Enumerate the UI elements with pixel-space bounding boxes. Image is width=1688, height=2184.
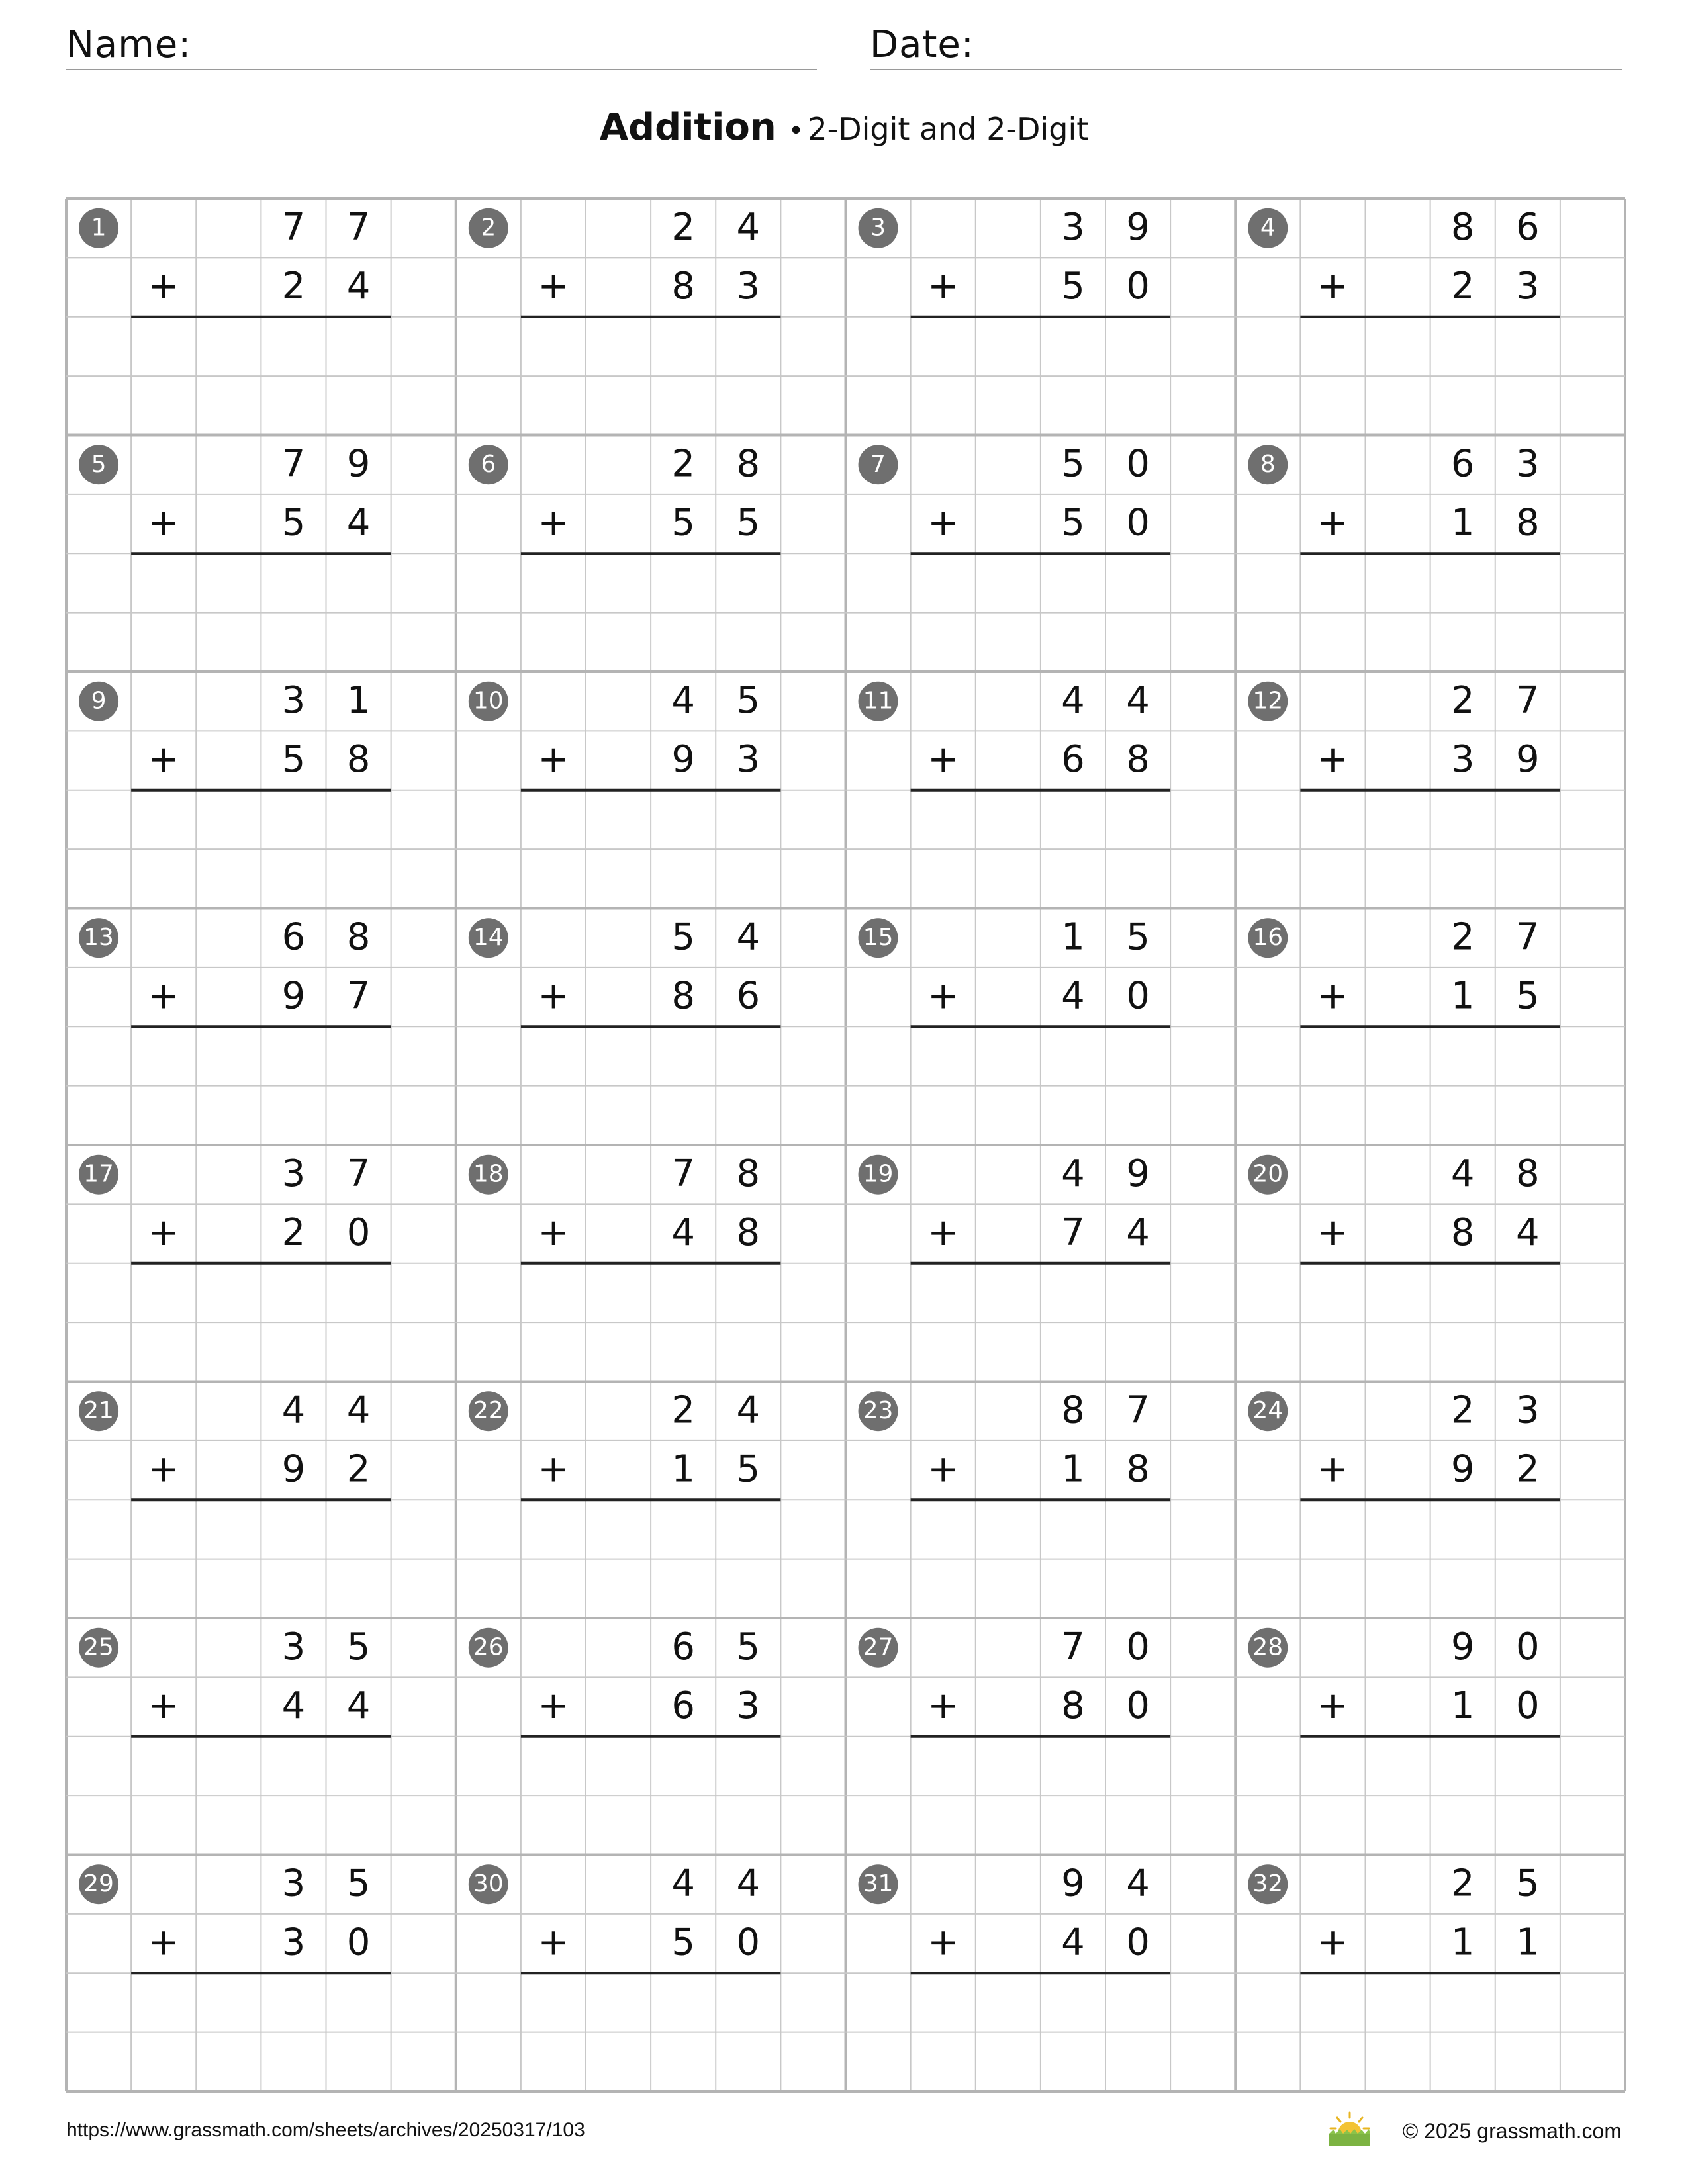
bottom-digit: 4 [346,265,371,308]
problem-number: 4 [1260,214,1276,242]
top-digit: 4 [736,1862,761,1905]
plus-sign: + [1317,265,1348,308]
top-digit: 5 [736,1625,761,1668]
plus-sign: + [148,738,179,782]
top-digit: 6 [281,915,306,959]
top-digit: 9 [1126,1152,1150,1195]
top-digit: 8 [346,915,371,959]
bottom-digit: 6 [1061,738,1085,782]
top-digit: 9 [346,442,371,486]
bottom-digit: 5 [1061,265,1085,308]
bottom-digit: 4 [346,1684,371,1728]
problem-3 [859,206,1171,317]
top-digit: 9 [1450,1625,1475,1668]
bottom-digit: 2 [281,1211,306,1255]
top-digit: 4 [736,915,761,959]
bottom-digit: 8 [1061,1684,1085,1728]
top-digit: 1 [346,678,371,722]
problem-7 [859,442,1171,553]
top-digit: 4 [671,678,696,722]
top-digit: 7 [346,205,371,249]
plus-sign: + [148,265,179,308]
bottom-digit: 5 [1061,501,1085,545]
problem-5 [79,442,391,553]
footer-url[interactable]: https://www.grassmath.com/sheets/archives/20250317/103 [66,2119,585,2141]
top-digit: 4 [671,1862,696,1905]
problem-number: 10 [473,687,504,715]
problem-number: 11 [863,687,894,715]
problem-number: 2 [481,214,496,242]
plus-sign: + [538,265,569,308]
bottom-digit: 4 [281,1684,306,1728]
top-digit: 2 [671,205,696,249]
problem-4 [1248,206,1560,317]
top-digit: 2 [1450,1862,1475,1905]
problem-20 [1248,1152,1560,1263]
problem-29 [79,1862,391,1973]
top-digit: 5 [1126,915,1150,959]
problem-number: 17 [83,1160,114,1188]
top-digit: 8 [1061,1388,1085,1432]
bottom-digit: 0 [1126,265,1150,308]
plus-sign: + [1317,1921,1348,1964]
plus-sign: + [927,1921,959,1964]
bottom-digit: 0 [1126,1684,1150,1728]
title-main: Addition [599,106,776,149]
bottom-digit: 5 [281,501,306,545]
top-digit: 5 [1061,442,1085,486]
plus-sign: + [927,974,959,1018]
top-digit: 4 [736,1388,761,1432]
title-bullet: • [788,116,804,146]
bottom-digit: 0 [1126,1921,1150,1964]
plus-sign: + [927,265,959,308]
top-digit: 6 [671,1625,696,1668]
top-digit: 0 [1126,1625,1150,1668]
problem-14 [469,915,781,1026]
plus-sign: + [1317,738,1348,782]
bottom-digit: 9 [1450,1447,1475,1491]
bottom-digit: 3 [281,1921,306,1964]
plus-sign: + [148,974,179,1018]
problem-24 [1248,1388,1560,1500]
bottom-digit: 1 [1450,1921,1475,1964]
top-digit: 4 [1126,678,1150,722]
top-digit: 3 [1515,1388,1540,1432]
problem-number: 16 [1252,924,1284,952]
plus-sign: + [148,1921,179,1964]
bottom-digit: 0 [346,1211,371,1255]
bottom-digit: 4 [1061,974,1085,1018]
plus-sign: + [148,1211,179,1255]
bottom-digit: 1 [1450,1684,1475,1728]
plus-sign: + [148,1447,179,1491]
top-digit: 5 [346,1625,371,1668]
top-digit: 2 [1450,915,1475,959]
top-digit: 9 [1126,205,1150,249]
bottom-digit: 2 [281,265,306,308]
plus-sign: + [538,501,569,545]
bottom-digit: 8 [1450,1211,1475,1255]
bottom-digit: 0 [1126,501,1150,545]
problem-6 [469,442,781,553]
problem-31 [859,1862,1171,1973]
plus-sign: + [538,738,569,782]
top-digit: 5 [671,915,696,959]
top-digit: 3 [1061,205,1085,249]
name-label: Name: [66,23,192,66]
bottom-digit: 8 [1515,501,1540,545]
top-digit: 3 [281,1152,306,1195]
top-digit: 2 [1450,1388,1475,1432]
bottom-digit: 0 [736,1921,761,1964]
bottom-digit: 9 [671,738,696,782]
top-digit: 5 [1515,1862,1540,1905]
top-digit: 3 [281,1625,306,1668]
plus-sign: + [927,1447,959,1491]
problem-number: 7 [870,451,886,478]
top-digit: 3 [1515,442,1540,486]
problem-number: 31 [863,1870,894,1898]
problem-number: 12 [1252,687,1284,715]
problem-25 [79,1625,391,1737]
problem-number: 26 [473,1633,504,1661]
bottom-digit: 1 [1515,1921,1540,1964]
bottom-digit: 8 [736,1211,761,1255]
bottom-digit: 1 [671,1447,696,1491]
problem-11 [859,679,1171,790]
bottom-digit: 5 [736,501,761,545]
bottom-digit: 6 [671,1684,696,1728]
plus-sign: + [538,1447,569,1491]
top-digit: 8 [736,442,761,486]
problem-number: 14 [473,924,504,952]
problem-number: 5 [91,451,107,478]
top-digit: 2 [1450,678,1475,722]
bottom-digit: 4 [1061,1921,1085,1964]
bottom-digit: 7 [346,974,371,1018]
bottom-digit: 4 [1126,1211,1150,1255]
problem-number: 25 [83,1633,114,1661]
top-digit: 8 [1515,1152,1540,1195]
plus-sign: + [927,501,959,545]
top-digit: 3 [281,678,306,722]
bottom-digit: 6 [736,974,761,1018]
bottom-digit: 1 [1061,1447,1085,1491]
bottom-digit: 9 [281,974,306,1018]
top-digit: 4 [1061,1152,1085,1195]
top-digit: 7 [281,442,306,486]
problem-22 [469,1388,781,1500]
problem-number: 19 [863,1160,894,1188]
top-digit: 7 [1061,1625,1085,1668]
problem-1 [79,206,391,317]
problem-30 [469,1862,781,1973]
top-digit: 4 [1061,678,1085,722]
top-digit: 6 [1450,442,1475,486]
problem-number: 6 [481,451,496,478]
bottom-digit: 0 [1515,1684,1540,1728]
problem-17 [79,1152,391,1263]
bottom-digit: 0 [1126,974,1150,1018]
bottom-digit: 1 [1450,501,1475,545]
bottom-digit: 3 [736,265,761,308]
bottom-digit: 5 [671,501,696,545]
top-digit: 0 [1126,442,1150,486]
problem-number: 15 [863,924,894,952]
problem-number: 29 [83,1870,114,1898]
top-digit: 2 [671,442,696,486]
problem-19 [859,1152,1171,1263]
bottom-digit: 2 [1450,265,1475,308]
problem-number: 24 [1252,1397,1284,1425]
bottom-digit: 8 [1126,738,1150,782]
top-digit: 9 [1061,1862,1085,1905]
bottom-digit: 7 [1061,1211,1085,1255]
top-digit: 1 [1061,915,1085,959]
top-digit: 8 [736,1152,761,1195]
problem-8 [1248,442,1560,553]
bottom-digit: 5 [281,738,306,782]
plus-sign: + [927,1684,959,1728]
bottom-digit: 4 [1515,1211,1540,1255]
top-digit: 4 [281,1388,306,1432]
problem-2 [469,206,781,317]
problem-18 [469,1152,781,1263]
top-digit: 7 [346,1152,371,1195]
bottom-digit: 1 [1450,974,1475,1018]
problem-28 [1248,1625,1560,1737]
top-digit: 7 [1515,915,1540,959]
plus-sign: + [927,738,959,782]
bottom-digit: 9 [1515,738,1540,782]
plus-sign: + [1317,974,1348,1018]
bottom-digit: 3 [736,1684,761,1728]
date-label: Date: [870,23,974,66]
bottom-digit: 0 [346,1921,371,1964]
problem-10 [469,679,781,790]
plus-sign: + [1317,1684,1348,1728]
problem-number: 22 [473,1397,504,1425]
top-digit: 0 [1515,1625,1540,1668]
plus-sign: + [538,1211,569,1255]
top-digit: 6 [1515,205,1540,249]
bottom-digit: 2 [346,1447,371,1491]
bottom-digit: 5 [736,1447,761,1491]
top-digit: 2 [671,1388,696,1432]
plus-sign: + [927,1211,959,1255]
problem-32 [1248,1862,1560,1973]
top-digit: 8 [1450,205,1475,249]
top-digit: 7 [281,205,306,249]
top-digit: 7 [671,1152,696,1195]
plus-sign: + [148,501,179,545]
problem-number: 9 [91,687,107,715]
plus-sign: + [1317,1447,1348,1491]
bottom-digit: 2 [1515,1447,1540,1491]
problem-27 [859,1625,1171,1737]
bottom-digit: 3 [736,738,761,782]
bottom-digit: 4 [671,1211,696,1255]
problem-number: 3 [870,214,886,242]
bottom-digit: 4 [346,501,371,545]
problem-number: 23 [863,1397,894,1425]
top-digit: 5 [346,1862,371,1905]
bottom-digit: 8 [671,974,696,1018]
problem-21 [79,1388,391,1500]
problem-number: 30 [473,1870,504,1898]
footer-copyright: © 2025 grassmath.com [1402,2119,1622,2143]
top-digit: 7 [1126,1388,1150,1432]
sun-over-grass-icon [1327,2111,1373,2147]
problem-number: 21 [83,1397,114,1425]
plus-sign: + [538,974,569,1018]
problem-26 [469,1625,781,1737]
plus-sign: + [538,1684,569,1728]
problem-number: 18 [473,1160,504,1188]
bottom-digit: 3 [1515,265,1540,308]
top-digit: 4 [736,205,761,249]
problem-9 [79,679,391,790]
bottom-digit: 8 [346,738,371,782]
top-digit: 4 [1450,1152,1475,1195]
plus-sign: + [1317,1211,1348,1255]
bottom-digit: 8 [671,265,696,308]
problem-12 [1248,679,1560,790]
problem-23 [859,1388,1171,1500]
problem-number: 28 [1252,1633,1284,1661]
plus-sign: + [148,1684,179,1728]
problem-15 [859,915,1171,1026]
problem-16 [1248,915,1560,1026]
bottom-digit: 3 [1450,738,1475,782]
top-digit: 5 [736,678,761,722]
problem-number: 1 [91,214,107,242]
plus-sign: + [1317,501,1348,545]
problem-number: 20 [1252,1160,1284,1188]
title-subtitle: 2-Digit and 2-Digit [808,111,1089,147]
bottom-digit: 9 [281,1447,306,1491]
bottom-digit: 8 [1126,1447,1150,1491]
problem-number: 27 [863,1633,894,1661]
bottom-digit: 5 [671,1921,696,1964]
plus-sign: + [538,1921,569,1964]
problem-number: 13 [83,924,114,952]
problem-number: 8 [1260,451,1276,478]
top-digit: 4 [1126,1862,1150,1905]
problem-13 [79,915,391,1026]
top-digit: 7 [1515,678,1540,722]
top-digit: 4 [346,1388,371,1432]
problem-number: 32 [1252,1870,1284,1898]
top-digit: 3 [281,1862,306,1905]
bottom-digit: 5 [1515,974,1540,1018]
